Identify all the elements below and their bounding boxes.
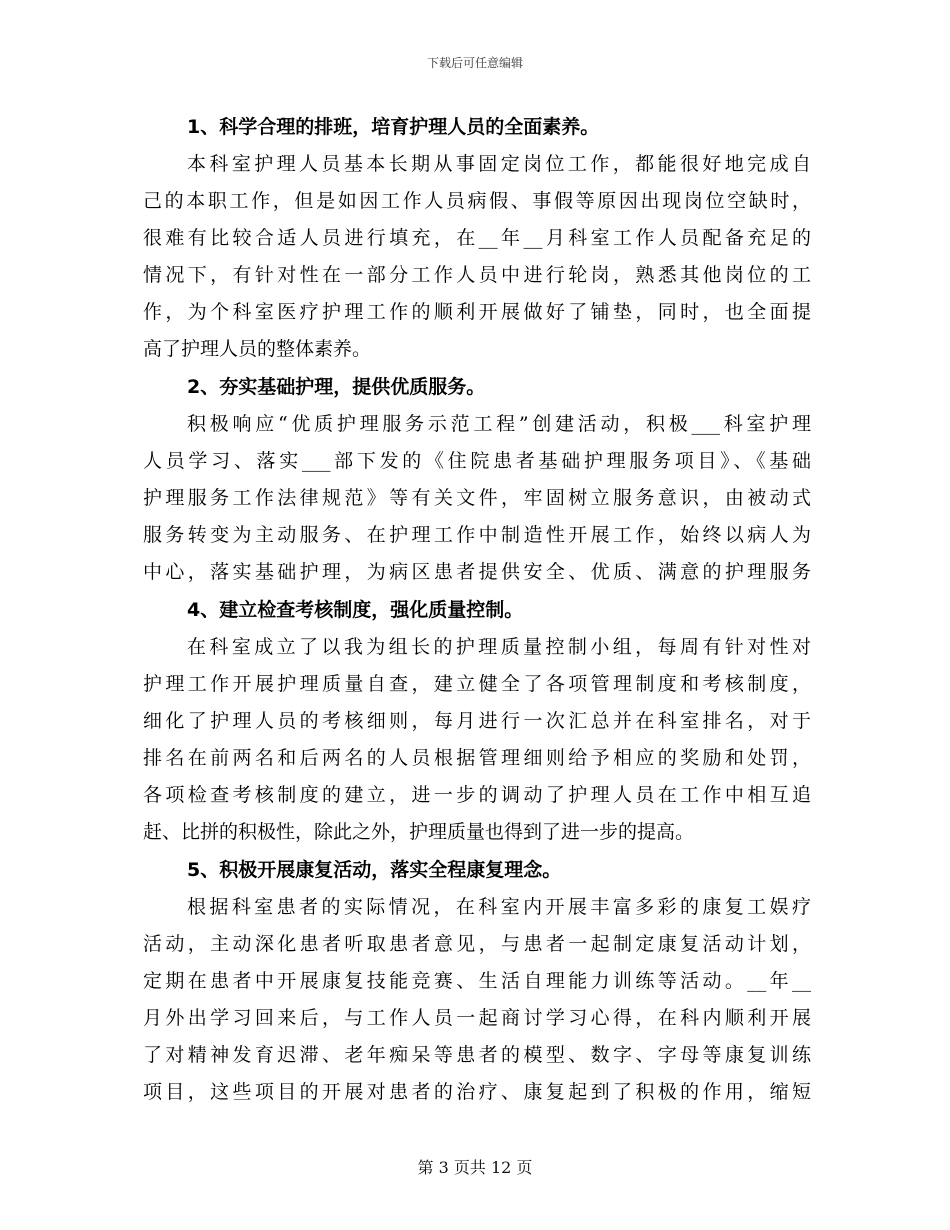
paragraph-line: 作，为个科室医疗护理工作的顺利开展做好了铺垫，同时，也全面提 (143, 301, 811, 323)
paragraph-line: 护理服务工作法律规范》等有关文件，牢固树立服务意识，由被动式 (143, 487, 811, 509)
paragraph-line: 中心，落实基础护理，为病区患者提供安全、优质、满意的护理服务 (143, 561, 811, 583)
paragraph-line: 细化了护理人员的考核细则，每月进行一次汇总并在科室排名，对于 (143, 710, 811, 732)
section-1 (143, 108, 811, 368)
document-body (143, 108, 811, 1111)
paragraph-line: 项目，这些项目的开展对患者的治疗、康复起到了积极的作用，缩短 (143, 1081, 811, 1103)
paragraph-line: 赶、比拼的积极性，除此之外，护理质量也得到了进一步的提高。 (143, 821, 695, 843)
paragraph-line: 护理工作开展护理质量自查，建立健全了各项管理制度和考核制度， (143, 673, 811, 695)
page-header-note: 下载后可任意编辑 (426, 56, 523, 70)
section-5 (143, 851, 811, 1111)
paragraph-line: 在科室成立了以我为组长的护理质量控制小组，每周有针对性对 (187, 636, 811, 658)
paragraph-line: 人员学习、落实___部下发的《住院患者基础护理服务项目》、《基础 (143, 450, 811, 472)
section-heading: 1、科学合理的排班，培育护理人员的全面素养。 (187, 116, 600, 138)
section-2 (143, 368, 811, 591)
paragraph-line: 了对精神发育迟滞、老年痴呆等患者的模型、数字、字母等康复训练 (143, 1044, 811, 1066)
paragraph-line: 高了护理人员的整体素养。 (143, 338, 372, 360)
paragraph-line: 各项检查考核制度的建立，进一步的调动了护理人员在工作中相互追 (143, 784, 811, 806)
paragraph-line: 情况下，有针对性在一部分工作人员中进行轮岗，熟悉其他岗位的工 (143, 264, 811, 286)
paragraph-line: 月外出学习回来后，与工作人员一起商讨学习心得，在科内顺利开展 (143, 1007, 811, 1029)
section-heading: 5、积极开展康复活动，落实全程康复理念。 (187, 859, 562, 881)
paragraph-line: 定期在患者中开展康复技能竞赛、生活自理能力训练等活动。__年__ (143, 970, 811, 992)
section-heading: 4、建立检查考核制度，强化质量控制。 (187, 599, 524, 621)
section-4 (143, 591, 811, 851)
page-number-footer: 第 3 页共 12 页 (417, 1158, 533, 1177)
paragraph-line: 排名在前两名和后两名的人员根据管理细则给予相应的奖励和处罚， (143, 747, 811, 769)
section-heading: 2、夯实基础护理，提供优质服务。 (187, 376, 486, 398)
paragraph-line: 己的本职工作，但是如因工作人员病假、事假等原因出现岗位空缺时， (143, 190, 811, 212)
paragraph-line: 本科室护理人员基本长期从事固定岗位工作，都能很好地完成自 (187, 153, 811, 175)
paragraph-line: 积极响应“优质护理服务示范工程”创建活动，积极___科室护理 (187, 413, 811, 435)
paragraph-line: 根据科室患者的实际情况，在科室内开展丰富多彩的康复工娱疗 (187, 896, 811, 918)
paragraph-line: 服务转变为主动服务、在护理工作中制造性开展工作，始终以病人为 (143, 524, 811, 546)
paragraph-line: 很难有比较合适人员进行填充，在__年__月科室工作人员配备充足的 (143, 227, 811, 249)
paragraph-line: 活动，主动深化患者听取患者意见，与患者一起制定康复活动计划， (143, 933, 811, 955)
